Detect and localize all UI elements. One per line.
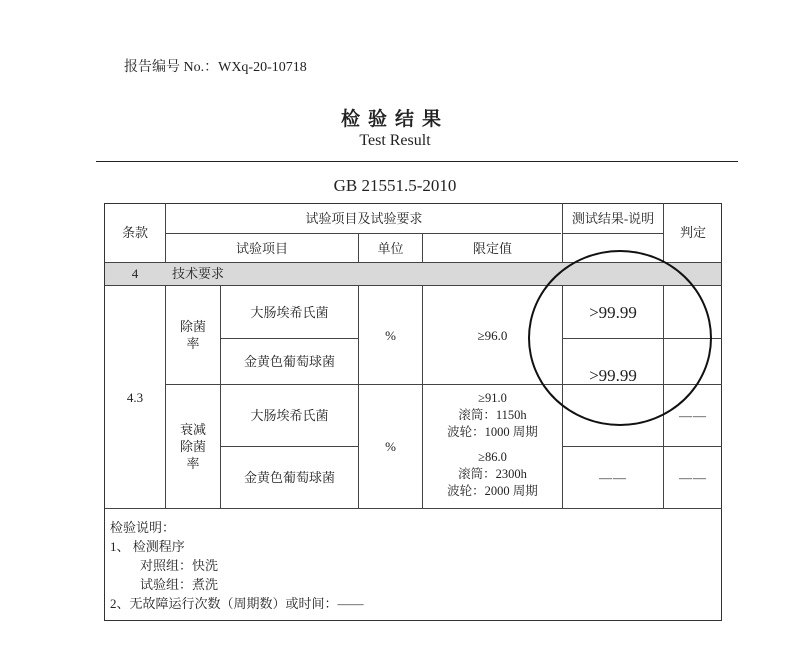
header-clause: 条款 <box>121 225 148 240</box>
group2-judgement-2: —— <box>679 470 707 485</box>
group2-limit-1-pulsator: 波轮：1000 周期 <box>447 425 538 439</box>
group2-limit-2-pulsator: 波轮：2000 周期 <box>447 484 538 498</box>
header-item: 试验项目 <box>235 240 288 256</box>
header-items-requirements: 试验项目及试验要求 <box>305 210 423 226</box>
header-result: 测试结果-说明 <box>571 210 655 226</box>
report-number: 报告编号 No.：WXq-20-10718 <box>124 60 307 75</box>
notes-line-4: 2、无故障运行次数（周期数）或时间：—— <box>110 596 364 611</box>
group2-item-2: 金黄色葡萄球菌 <box>243 470 335 485</box>
clause-number: 4.3 <box>126 389 144 405</box>
group2-limit-2 <box>423 449 562 500</box>
notes-line-1: 1、 检测程序 <box>110 539 185 554</box>
group2-limit-1-value: ≥91.0 <box>478 391 507 405</box>
notes-heading: 检验说明： <box>110 520 176 535</box>
notes-line-2: 对照组：快洗 <box>140 558 219 573</box>
group2-result-2: —— <box>599 470 627 485</box>
section-title: 技术要求 <box>172 266 225 281</box>
group2-limit-2-drum: 滚筒：2300h <box>458 467 527 481</box>
group1-limit: ≥96.0 <box>477 327 508 343</box>
table-bottom-line <box>105 508 722 509</box>
group1-item-2: 金黄色葡萄球菌 <box>243 354 335 369</box>
group1-result-2: >99.99 <box>589 365 637 385</box>
notes-line-3: 试验组：煮洗 <box>140 577 219 592</box>
group2-limit-2-value: ≥86.0 <box>478 450 507 464</box>
title-divider <box>96 161 738 162</box>
group1-item-1: 大肠埃希氏菌 <box>250 304 329 320</box>
group2-name: 衰减除菌率 <box>179 422 206 471</box>
group1-name: 除菌率 <box>179 319 206 351</box>
inspection-notes <box>110 518 364 613</box>
page-title-chinese: 检验结果 <box>340 109 449 130</box>
highlight-circle <box>528 250 712 426</box>
vline-clause <box>165 285 166 508</box>
group2-unit: % <box>385 439 396 454</box>
header-judgement: 判定 <box>679 225 706 240</box>
standard-number: GB 21551.5-2010 <box>333 176 457 195</box>
header-limit: 限定值 <box>472 240 512 256</box>
group2-judgement-1: —— <box>679 408 707 423</box>
group1-result-1: >99.99 <box>589 302 637 322</box>
group2-item-1: 大肠埃希氏菌 <box>250 408 329 423</box>
header-unit: 单位 <box>377 240 404 256</box>
group2-limit-1 <box>423 390 562 441</box>
section-number: 4 <box>131 266 139 281</box>
group1-unit: % <box>385 327 396 343</box>
header-divider-result <box>563 233 663 234</box>
group2-limit-1-drum: 滚筒：1150h <box>458 408 527 422</box>
page-title-english: Test Result <box>359 132 431 149</box>
